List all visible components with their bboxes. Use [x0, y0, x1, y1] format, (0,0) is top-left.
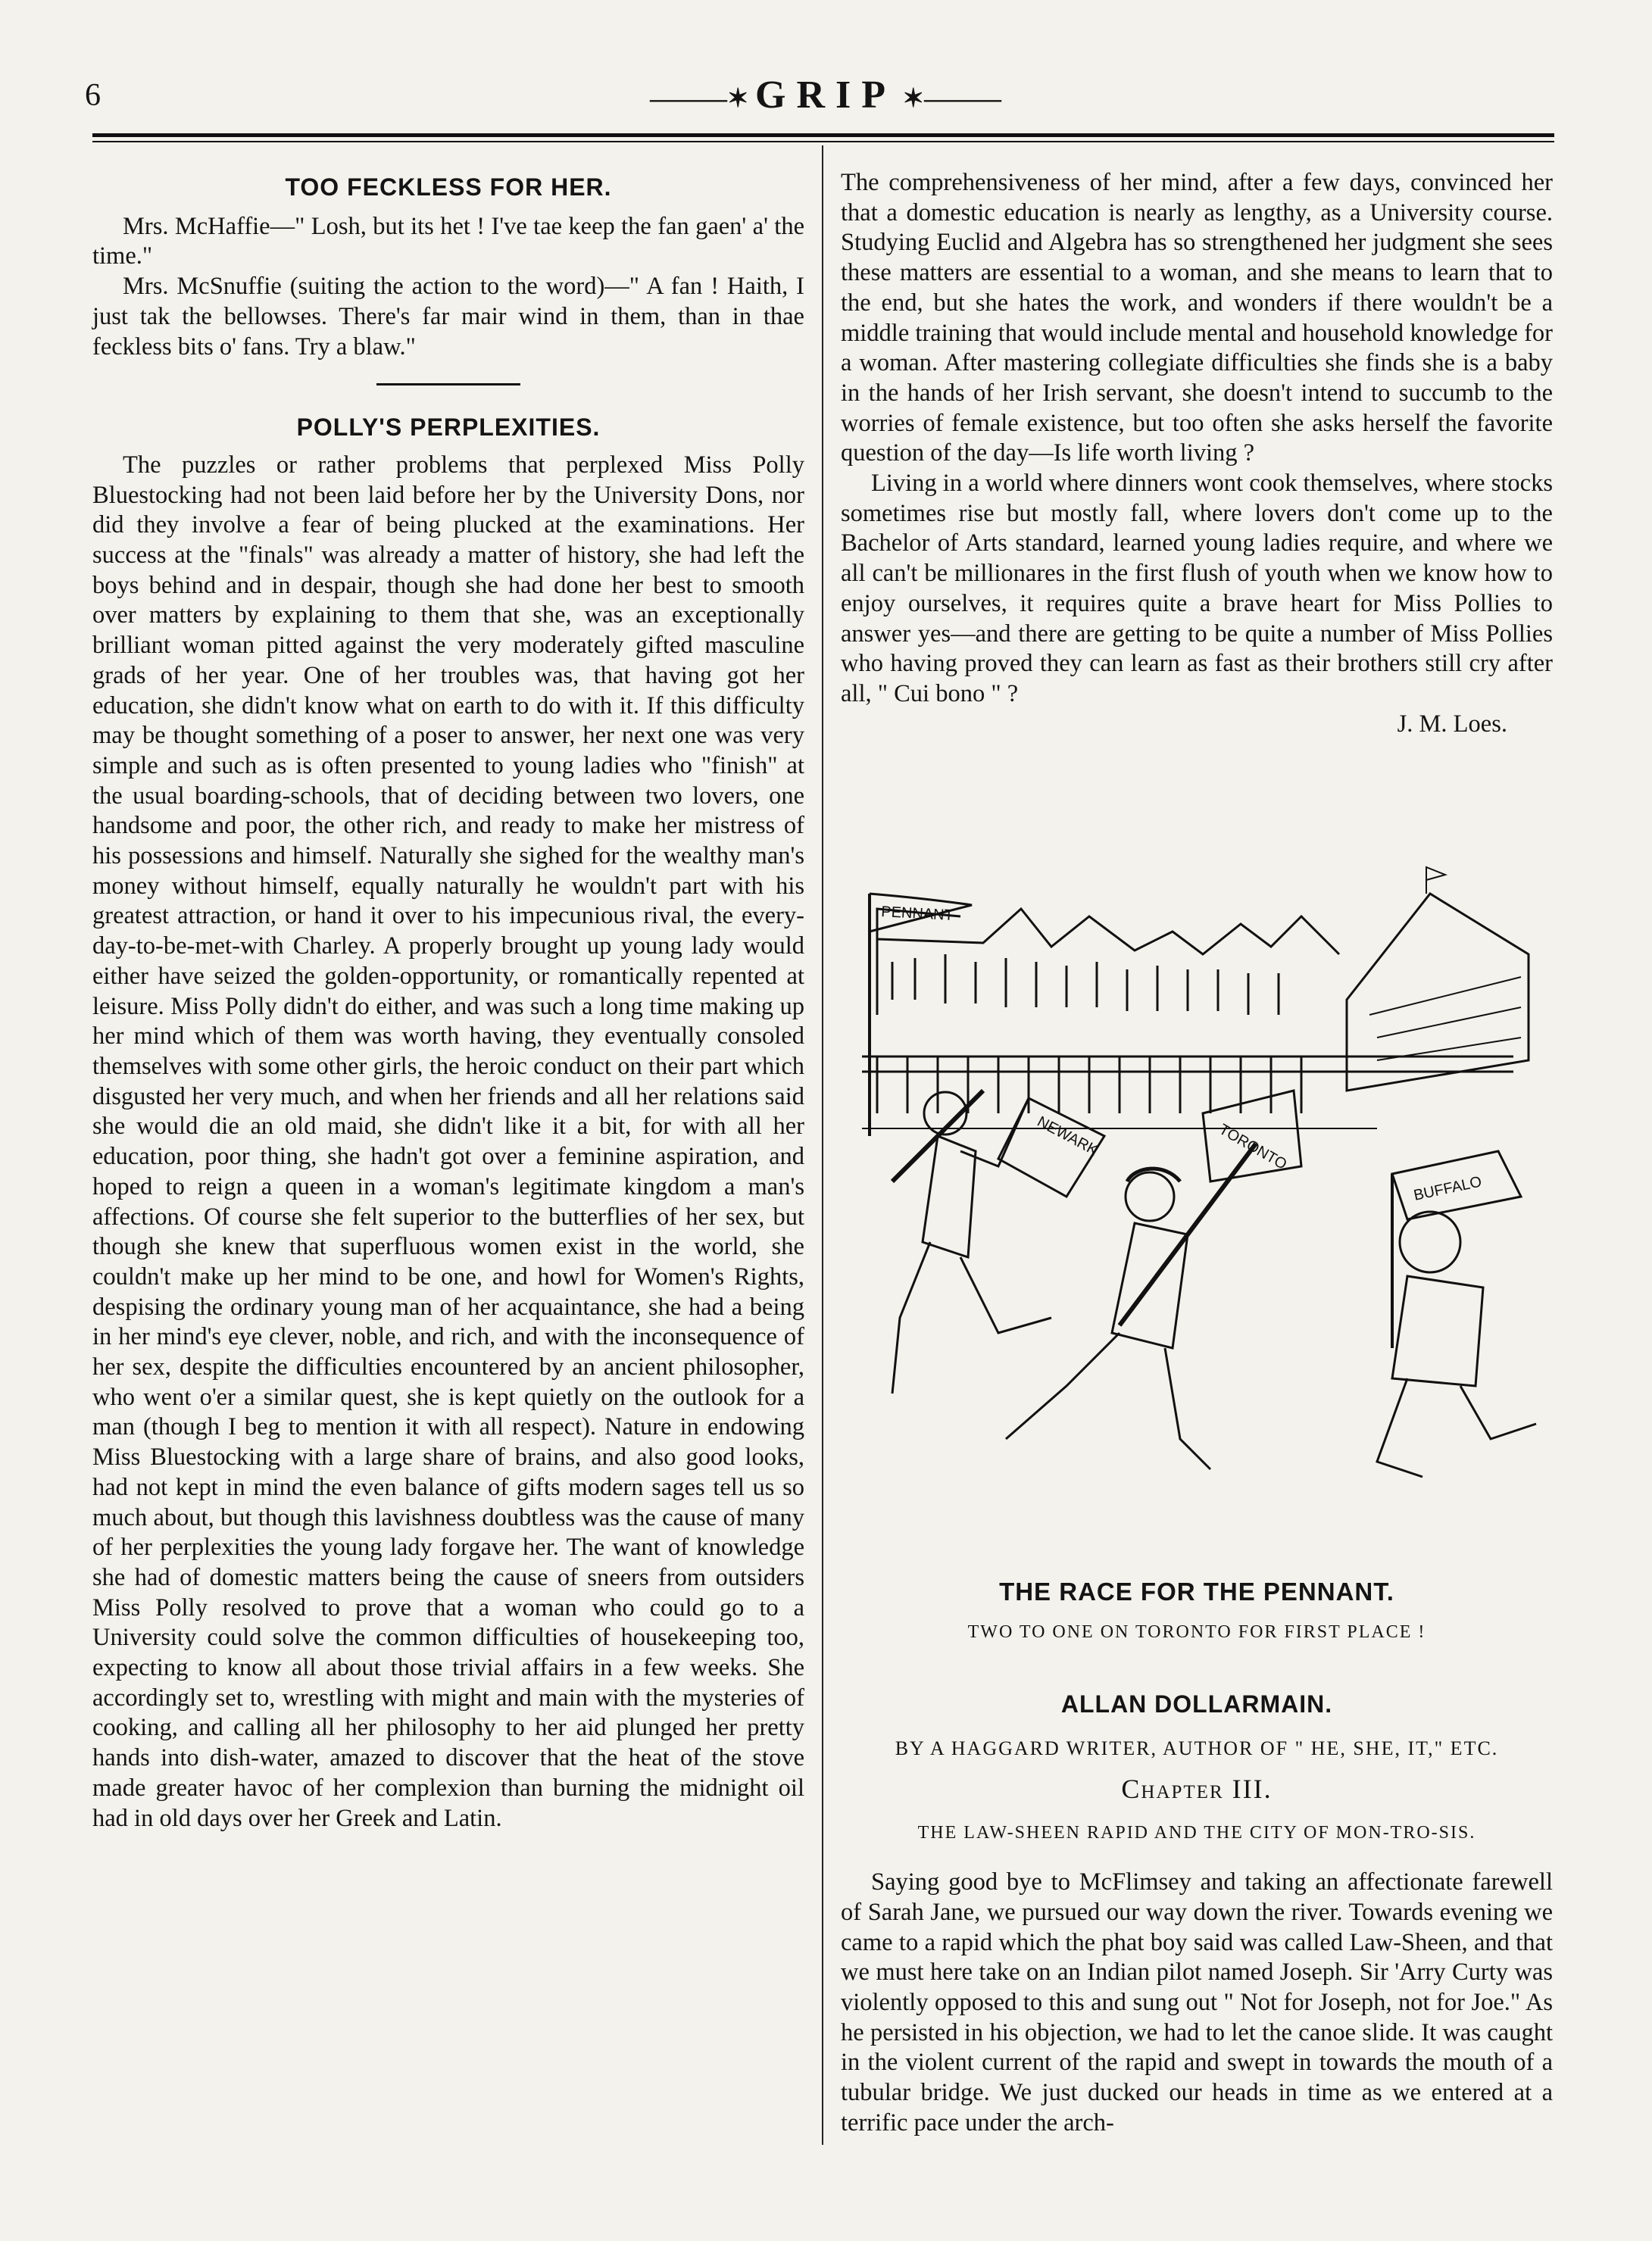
right-column-top — [841, 168, 1553, 739]
cartoon-caption-title: THE RACE FOR THE PENNANT. — [999, 1578, 1394, 1606]
flag-toronto-label: TORONTO — [1216, 1121, 1290, 1173]
signature: J. M. Loes. — [1397, 710, 1507, 738]
masthead-right-ornament: ✶——— — [896, 85, 1001, 114]
masthead — [591, 73, 1060, 117]
column-divider — [822, 145, 823, 2145]
article-title-allan: ALLAN DOLLARMAIN. — [1060, 1690, 1333, 1718]
article-title-too-feckless: TOO FECKLESS FOR HER. — [285, 173, 612, 201]
masthead-left-ornament: ———✶ — [650, 85, 755, 114]
article-paragraph: Living in a world where dinners wont cook themselves, where stocks sometimes rise but mostly fall, where lovers don't come up to the Bachelor of Arts standard, learned young ladies require, and where we all can't be millionares in the first flush of youth when we know how to enjoy ourselves, it requires quite a brave heart for Miss Pollies to answer yes—and there are getting to be quite a number of Miss Pollies who having proved they can learn as fast as their brothers still cry after all, " Cui bono " ? — [841, 470, 1553, 707]
article-paragraph: Mrs. McSnuffie (suiting the action to the word)—" A fan ! Haith, I just tak the bellowses. There's far mair wind in them, than in thae feckless bits o' fans. Try a blaw." — [92, 273, 804, 360]
article-paragraph: Mrs. McHaffie—" Losh, but its het ! I've tae keep the fan gaen' a' the time." — [92, 212, 804, 270]
article-title-polly: POLLY'S PERPLEXITIES. — [296, 414, 601, 442]
pennant-race-drawing — [847, 863, 1551, 1575]
header-rule-thick — [92, 133, 1554, 137]
article-byline: BY A HAGGARD WRITER, AUTHOR OF " HE, SHE, IT," ETC. — [895, 1737, 1499, 1760]
right-column-bottom — [841, 1577, 1553, 2139]
cartoon-illustration — [847, 863, 1551, 1575]
flag-newark-label: NEWARK — [1034, 1113, 1101, 1160]
article-paragraph: The comprehensiveness of her mind, after a few days, convinced her that a domestic education is nearly as lengthy, as a University course. Studying Euclid and Algebra has so strengthened her judgment she sees these matters are essential to a woman, and she means to learn that to the end, but she hates the work, and wonders if there wouldn't be a middle training that would include mental and household knowledge for a woman. After mastering collegiate difficulties she finds she is a baby in the hands of her Irish servant, she doesn't intend to succumb to the worries of female existence, but too often she asks herself the favorite question of the day—Is life worth living ? — [841, 169, 1553, 467]
cartoon-caption-subtitle: TWO TO ONE ON TORONTO FOR FIRST PLACE ! — [967, 1621, 1426, 1642]
chapter-heading: Chapter III. — [1121, 1773, 1273, 1804]
article-paragraph: The puzzles or rather problems that perplexed Miss Polly Bluestocking had not been laid before her by the University Dons, nor did they involve a fear of being plucked at the examinations. Her success at the "finals" was already a matter of history, she had left the boys behind and in despair, though she had done her best to smooth over matters by explaining to them that she, was an exceptionally brilliant woman pitted against the very moderately gifted masculine grads of her year. One of her troubles was, that having got her education, she didn't know what on earth to do with it. If this difficulty may be thought something of a poser to answer, her next one was very simple and such as is often presented to young ladies who "finish" at the usual boarding-schools, that of deciding between two lovers, one handsome and poor, the other rich, and ready to make her mistress of his possessions and himself. Naturally she sighed for the wealthy man's money without himself, equally naturally he wouldn't part with his greatest attraction, or hand it over to his impecunious rival, the every-day-to-be-met-with Charley. A properly brought up young lady would either have seized the golden-opportunity, or romantically repented at leisure. Miss Polly didn't do either, and was such a long time making up her mind which of them was worth having, they eventually consoled themselves with some other girls, the heroic conduct on their part which disgusted her very much, and when her friends and all her relations said she would die an old maid, she didn't like it a bit, for with all her education, poor thing, she hadn't got over a feminine aspiration, and hoped to reign a queen in a woman's legitimate kingdom a man's affections. Of course she felt superior to the butterflies of her sex, but though she knew that superfluous women exist in the world, she couldn't make up her mind to be one, and howl for Women's Rights, despising the ordinary young man of her acquaintance, she had a being in her mind's eye clever, noble, and rich, and with the inconsequence of her sex, despite the difficulties encountered by an ancient philosopher, who went o'er a similar quest, she is kept quietly on the outlook for a man (though I beg to mention it with all respect). Nature in endowing Miss Bluestocking with a large share of brains, and also good looks, had not kept in mind the even balance of gifts modern sages tell us so much about, but though this lavishness doubtless was the cause of many of her perplexities the young lady forgave her. The want of knowledge she had of domestic matters being the cause of sneers from outsiders Miss Polly resolved to prove that a woman who could go to a University could solve the common difficulties of housekeeping too, expecting to know all about those trivial affairs in a few weeks. She accordingly set to, wrestling with might and main with the mysteries of cooking, and calling all her philosophy to her aid plunged her pretty hands into dish-water, amazed to discover that the heat of the stove made greater havoc of her complexion than burning the midnight oil had in old days over her Greek and Latin. — [92, 451, 804, 1832]
masthead-title: GRIP — [755, 73, 896, 117]
page-number: 6 — [85, 78, 101, 113]
left-column — [92, 173, 804, 1834]
flag-buffalo-label: BUFFALO — [1412, 1173, 1484, 1204]
header-rule-thin — [92, 141, 1554, 142]
flag-pennant-label: PENNANT — [880, 904, 954, 924]
chapter-title: THE LAW-SHEEN RAPID AND THE CITY OF MON-TRO-SIS. — [917, 1822, 1476, 1843]
article-paragraph: Saying good bye to McFlimsey and taking an affectionate farewell of Sarah Jane, we pursued our way down the river. Towards evening we came to a rapid which the phat boy said was called Law-Sheen, and that we must here take on an Indian pilot named Joseph. Sir 'Arry Curty was violently opposed to this and sung out " Not for Joseph, not for Joe." As he persisted in his objection, we had to let the canoe slide. It was caught in the violent current of the rapid and swept in towards the mouth of a tubular bridge. We just ducked our heads in time as we entered at a terrific pace under the arch- — [841, 1868, 1553, 2136]
